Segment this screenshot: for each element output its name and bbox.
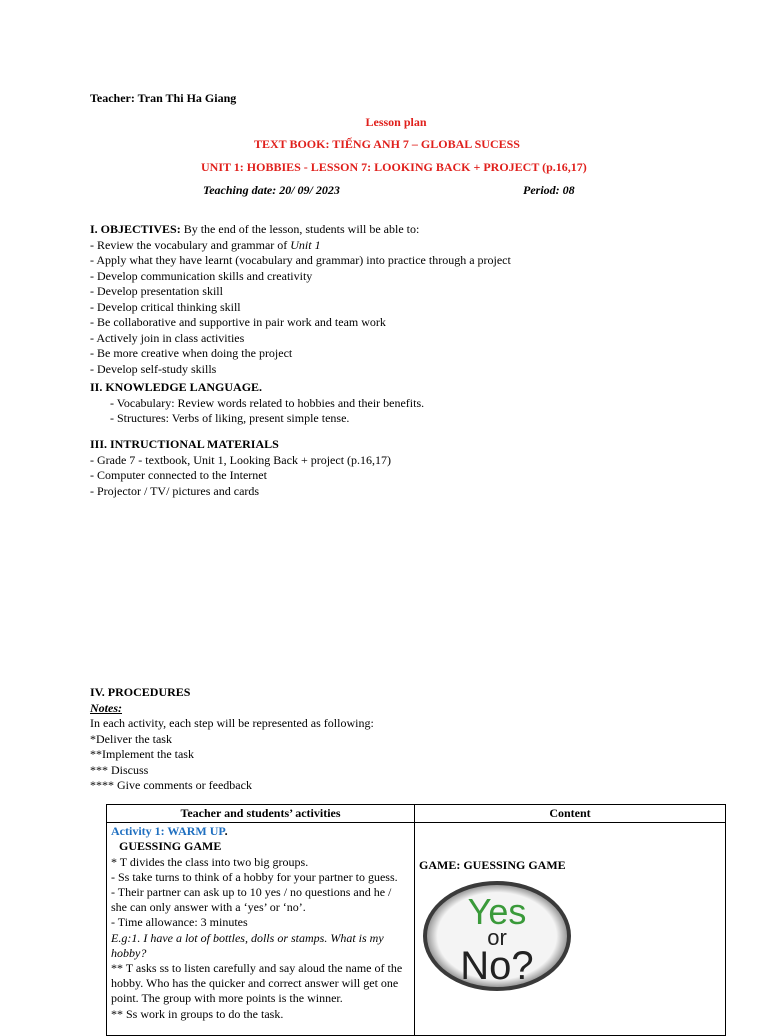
knowledge-heading: II. KNOWLEDGE LANGUAGE.: [90, 380, 263, 394]
logo-no-text: No?: [460, 944, 534, 989]
yes-or-no-image: [421, 879, 573, 993]
table-header-row: [107, 805, 726, 823]
table-row: [107, 823, 726, 1036]
objective-item: [90, 238, 511, 254]
material-item: - Projector / TV/ pictures and cards: [90, 483, 260, 498]
activity-line: ** Ss work in groups to do the task.: [111, 1006, 284, 1021]
objective-item: - Develop self-study skills: [90, 361, 217, 376]
col-activities-header: Teacher and students’ activities: [107, 805, 415, 823]
knowledge-list: [90, 396, 424, 427]
game-title: GUESSING GAME: [119, 839, 222, 854]
materials-heading: III. INTRUCTIONAL MATERIALS: [90, 437, 279, 451]
step-item: *Deliver the task: [90, 731, 172, 746]
example-text: E.g:1. I have a lot of bottles, dolls or stamps. What is my hobby?: [111, 930, 384, 960]
objective-item: - Develop critical thinking skill: [90, 299, 241, 314]
material-item: - Grade 7 - textbook, Unit 1, Looking Back + project (p.16,17): [90, 452, 392, 467]
step-item: **** Give comments or feedback: [90, 778, 252, 792]
step-item: **Implement the task: [90, 747, 194, 761]
materials-section: [90, 437, 391, 499]
procedures-heading: IV. PROCEDURES: [90, 685, 191, 699]
step-item: *** Discuss: [90, 762, 149, 777]
activity-line: - Ss take turns to think of a hobby for your partner to guess.: [111, 869, 398, 884]
yes-or-no-logo: [421, 879, 721, 997]
teacher-name: Teacher: Tran Thi Ha Giang: [90, 91, 237, 105]
activity-line: - Their partner can ask up to 10 yes / no questions and he / she can only answer with a ‘yes’ or ‘no’.: [111, 885, 392, 915]
objectives-heading: I. OBJECTIVES:: [90, 222, 181, 236]
knowledge-section: [90, 380, 424, 427]
objectives-heading-line: [90, 222, 511, 238]
period: Period: 08: [523, 183, 575, 197]
activities-cell: [107, 823, 415, 1036]
objectives-intro: By the end of the lesson, students will be able to:: [180, 222, 420, 236]
activity-lines-2: [111, 961, 410, 1022]
notes-intro: In each activity, each step will be represented as following:: [90, 716, 374, 730]
activity-title: Activity 1: WARM UP.: [111, 824, 228, 839]
unit-title: UNIT 1: HOBBIES - LESSON 7: LOOKING BACK + PROJECT (p.16,17): [201, 160, 587, 174]
objective-item: - Develop communication skills and creativity: [90, 268, 313, 283]
objectives-section: [90, 222, 511, 377]
procedures-table: [106, 804, 726, 1036]
col-content-header: Content: [415, 805, 726, 823]
objective-item: - Develop presentation skill: [90, 284, 223, 298]
objective-item: - Apply what they have learnt (vocabulary and grammar) into practice through a project: [90, 253, 511, 267]
objective-item: - Actively join in class activities: [90, 330, 245, 345]
knowledge-item: - Structures: Verbs of liking, present simple tense.: [110, 411, 350, 425]
objective-item: - Be more creative when doing the project: [90, 346, 293, 360]
knowledge-item: - Vocabulary: Review words related to hobbies and their benefits.: [110, 395, 425, 410]
logo-yes-text: Yes: [467, 891, 527, 933]
objective-item: - Be collaborative and supportive in pair work and team work: [90, 315, 386, 329]
textbook-title: TEXT BOOK: TIẾNG ANH 7 – GLOBAL SUCESS: [254, 137, 520, 151]
objective-item-unit: Unit 1: [290, 237, 321, 252]
content-cell: [415, 823, 726, 1036]
activity-line: - Time allowance: 3 minutes: [111, 915, 248, 930]
notes-label: Notes:: [90, 700, 122, 715]
objective-item-text: - Review the vocabulary and grammar of: [90, 237, 291, 252]
activity-line: ** T asks ss to listen carefully and say aloud the name of the hobby. Who has the quicker and correct answer will get one point. The group with more points is the winner.: [111, 961, 403, 1006]
content-game-title: GAME: GUESSING GAME: [419, 858, 566, 873]
teaching-date: Teaching date: 20/ 09/ 2023: [203, 183, 340, 197]
materials-list: [90, 453, 391, 500]
objectives-list: [90, 253, 511, 377]
steps-list: [90, 732, 374, 794]
lesson-plan-label: Lesson plan: [365, 115, 427, 129]
material-item: - Computer connected to the Internet: [90, 468, 267, 482]
activity-lines: [111, 855, 410, 931]
logo-or-text: or: [487, 925, 507, 951]
procedures-section: [90, 685, 374, 794]
activity-line: * T divides the class into two big groups.: [111, 854, 309, 869]
